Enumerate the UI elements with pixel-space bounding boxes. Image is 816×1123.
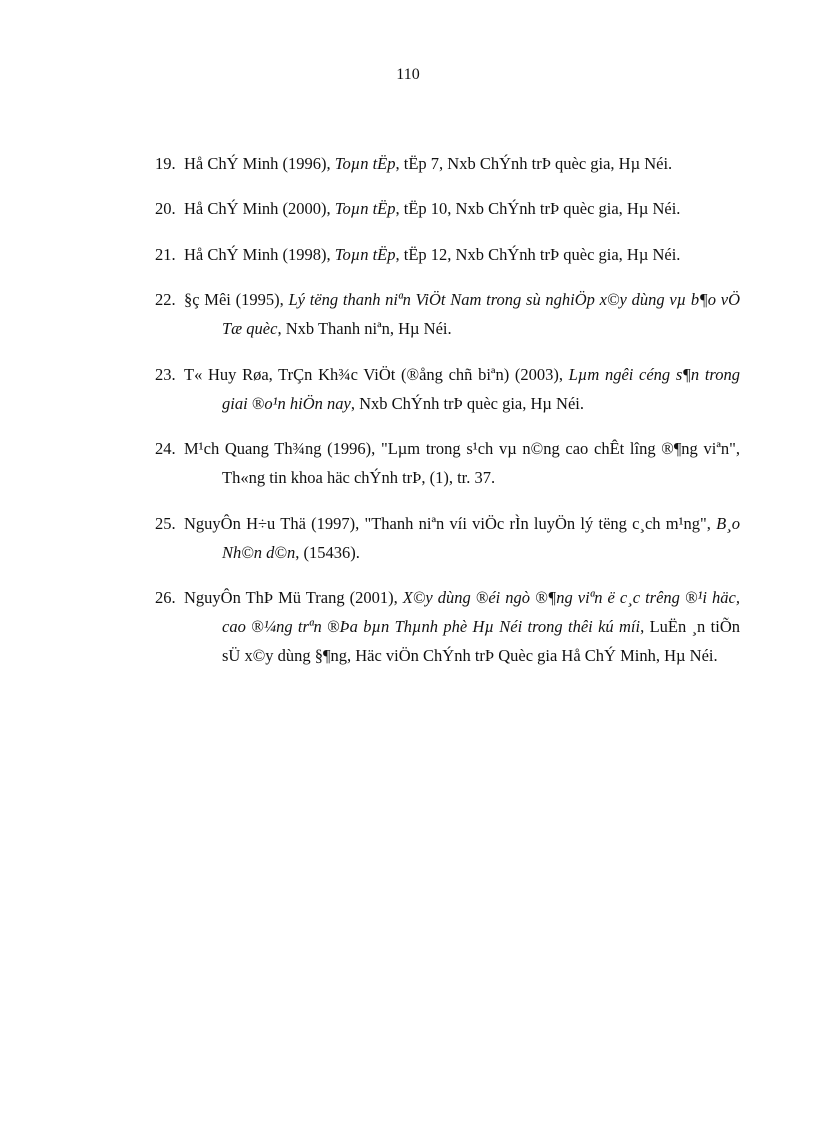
reference-item [155,434,740,492]
reference-text [184,365,740,413]
reference-segment: T« Huy Røa, TrÇn Kh¾c ViÖt (®ång chñ biªn) (2003), [184,364,569,384]
reference-item [155,583,740,670]
reference-segment: Hå ChÝ Minh (1998), [184,244,335,264]
reference-segment: Hå ChÝ Minh (1996), [184,153,335,173]
reference-number: 21. [155,244,176,264]
reference-item [155,360,740,418]
reference-text [184,290,740,338]
reference-text [184,514,740,562]
reference-title: Toµn tËp [334,153,396,173]
reference-segment: NguyÔn H÷u Thä (1997), "Thanh niªn víi viÖc rÌn luyÖn lý tëng c¸ch m¹ng", [184,513,717,533]
reference-title: Toµn tËp [334,244,396,264]
reference-title: X©y dùng ®éi ngò ®¶ng viªn ë c¸c trêng ®¹i häc, cao ®¼ng trªn ®Þa bµn Thµnh phè Hµ Néi trong thêi kú míi [222,588,740,636]
reference-segment: , tËp 10, Nxb ChÝnh trÞ quèc gia, Hµ Néi. [395,199,681,218]
reference-text [184,588,740,665]
reference-segment: , tËp 7, Nxb ChÝnh trÞ quèc gia, Hµ Néi. [395,153,673,173]
reference-title: Lý tëng thanh niªn ViÖt Nam trong sù nghiÖp x©y dùng vµ b¶o vÖ Tæ quèc [222,290,740,338]
reference-number: 25. [155,513,176,533]
reference-segment: , tËp 12, Nxb ChÝnh trÞ quèc gia, Hµ Néi. [395,244,681,264]
reference-number: 23. [155,364,176,384]
reference-segment: , (15436). [295,542,360,562]
reference-segment: , LuËn ¸n tiÕn sÜ x©y dùng §¶ng, Häc viÖn ChÝnh trÞ Quèc gia Hå ChÝ Minh, Hµ Néi. [222,617,740,665]
reference-text [184,154,672,173]
reference-list [155,132,740,679]
reference-number: 26. [155,588,176,607]
reference-text [184,245,680,264]
reference-segment: §ç Mêi (1995), [184,290,289,309]
reference-segment: , Nxb ChÝnh trÞ quèc gia, Hµ Néi. [350,393,585,413]
reference-item [155,194,740,223]
reference-segment: , Nxb Thanh niªn, Hµ Néi. [277,319,452,338]
reference-item [155,285,740,343]
reference-number: 20. [155,199,176,218]
reference-title: Toµn tËp [334,199,396,218]
reference-segment: Hå ChÝ Minh (2000), [184,199,335,218]
reference-number: 19. [155,153,176,173]
reference-text [184,439,740,487]
reference-item [155,509,740,567]
reference-text [184,199,680,218]
reference-number: 22. [155,290,176,309]
reference-item [155,149,740,178]
reference-number: 24. [155,439,176,458]
reference-title: Lµm ngêi céng s¶n trong giai ®o¹n hiÖn nay [222,364,740,413]
reference-segment: NguyÔn ThÞ Mü Trang (2001), [184,588,403,607]
reference-item [155,240,740,269]
reference-title: B¸o Nh©n d©n [222,513,740,562]
reference-segment: M¹ch Quang Th¾ng (1996), "Lµm trong s¹ch vµ n©ng cao chÊt lîng ®¶ng viªn", Th«ng tin khoa häc chÝnh trÞ, (1), tr. 37. [184,439,740,487]
page-number: 110 [396,66,420,83]
